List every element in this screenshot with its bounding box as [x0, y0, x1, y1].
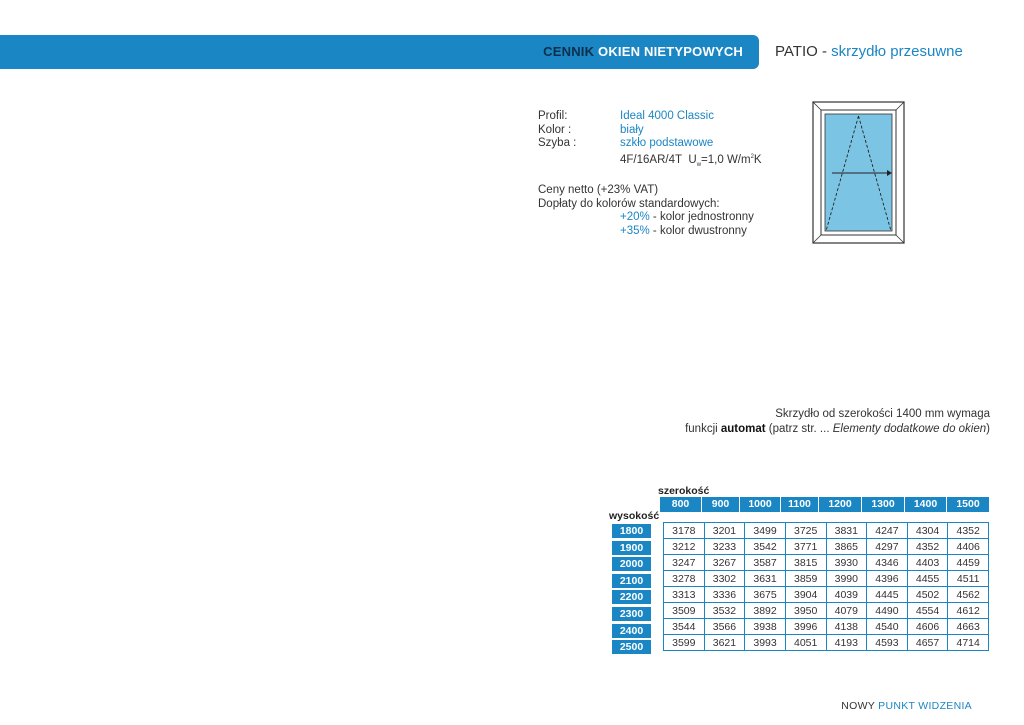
price-cell: 4352 — [948, 523, 989, 539]
width-header-cell: 1000 — [740, 497, 781, 512]
surcharge-two — [538, 225, 762, 239]
price-table — [663, 522, 989, 651]
price-cell: 4304 — [907, 523, 948, 539]
price-cell: 4490 — [867, 603, 908, 619]
table-row — [664, 539, 989, 555]
spec-label: Profil: — [538, 110, 568, 122]
price-cell: 4562 — [948, 587, 989, 603]
u-unit: K — [753, 153, 762, 166]
price-cell: 4403 — [907, 555, 948, 571]
width-header-cell: 1400 — [905, 497, 947, 512]
height-header-cell: 2300 — [612, 607, 651, 621]
price-cell: 3771 — [785, 539, 826, 555]
width-header-cell: 1200 — [819, 497, 862, 512]
price-cell: 3566 — [704, 619, 745, 635]
surcharges-label: Dopłaty do kolorów standardowych: — [538, 197, 720, 210]
spec-label: Szyba : — [538, 137, 577, 149]
note-italic: Elementy dodatkowe do okien — [832, 423, 987, 435]
width-header-cell: 800 — [660, 497, 702, 512]
price-cell: 3930 — [826, 555, 867, 571]
spec-value: Ideal 4000 Classic — [620, 110, 714, 122]
price-cell: 3599 — [664, 635, 705, 651]
price-cell: 4138 — [826, 619, 867, 635]
price-cell: 3950 — [785, 603, 826, 619]
price-cell: 3267 — [704, 555, 745, 571]
price-cell: 4079 — [826, 603, 867, 619]
price-cell: 3587 — [745, 555, 786, 571]
price-cell: 3212 — [664, 539, 705, 555]
page-title — [543, 44, 743, 59]
height-axis-label: wysokość — [609, 510, 660, 522]
price-cell: 4663 — [948, 619, 989, 635]
price-cell: 4445 — [867, 587, 908, 603]
table-row — [664, 635, 989, 651]
price-cell: 4455 — [907, 571, 948, 587]
price-cell: 3336 — [704, 587, 745, 603]
automat-note — [685, 407, 990, 437]
spec-szyba — [538, 137, 762, 151]
price-cell: 4396 — [867, 571, 908, 587]
price-cell: 3313 — [664, 587, 705, 603]
note-line-1: Skrzydło od szerokości 1400 mm wymaga — [775, 408, 990, 420]
price-cell: 4554 — [907, 603, 948, 619]
spec-label: Kolor : — [538, 123, 572, 136]
price-cell: 3201 — [704, 523, 745, 539]
price-cell: 4657 — [907, 635, 948, 651]
price-cell: 4593 — [867, 635, 908, 651]
price-cell: 3278 — [664, 571, 705, 587]
price-cell: 4612 — [948, 603, 989, 619]
note-mid: (patrz str. ... — [765, 423, 833, 435]
width-header-cell: 1300 — [862, 497, 905, 512]
price-cell: 3865 — [826, 539, 867, 555]
price-cell: 3996 — [785, 619, 826, 635]
header-banner — [0, 35, 759, 69]
note-bold: automat — [720, 423, 766, 435]
table-row — [664, 603, 989, 619]
price-cell: 3544 — [664, 619, 705, 635]
surcharge-pct: +20% — [620, 211, 650, 224]
table-row — [664, 571, 989, 587]
surcharge-text: - kolor jednostronny — [649, 211, 754, 224]
table-row — [664, 619, 989, 635]
price-cell: 4606 — [907, 619, 948, 635]
price-cell: 3621 — [704, 635, 745, 651]
price-cell: 3892 — [745, 603, 786, 619]
u-sub: w — [696, 161, 702, 168]
subtitle-accent: skrzydło przesuwne — [831, 43, 963, 60]
table-row — [664, 523, 989, 539]
price-cell: 3990 — [826, 571, 867, 587]
subtitle-main: PATIO — [775, 43, 818, 60]
price-cell: 3675 — [745, 587, 786, 603]
price-cell: 3302 — [704, 571, 745, 587]
width-axis-label: szerokość — [658, 485, 710, 497]
price-cell: 4346 — [867, 555, 908, 571]
price-cell: 3247 — [664, 555, 705, 571]
note-line-2 — [685, 422, 990, 437]
note-pre: funkcji — [685, 423, 721, 435]
price-cell: 4511 — [948, 571, 989, 587]
price-cell: 3532 — [704, 603, 745, 619]
note-post: ) — [986, 423, 990, 435]
height-header-cell: 1900 — [612, 541, 651, 555]
subtitle-sep: - — [817, 43, 832, 60]
title-light: OKIEN NIETYPOWYCH — [598, 44, 743, 59]
price-cell: 4352 — [907, 539, 948, 555]
height-header-cell: 2400 — [612, 624, 651, 638]
net-prices-note: Ceny netto (+23% VAT) — [538, 184, 659, 197]
title-dark: CENNIK — [543, 44, 595, 59]
price-cell: 3542 — [745, 539, 786, 555]
page-subtitle — [775, 43, 963, 60]
footer-part-2: PUNKT WIDZENIA — [878, 700, 972, 712]
footer-tagline — [841, 700, 972, 712]
price-cell: 4714 — [948, 635, 989, 651]
price-cell: 3233 — [704, 539, 745, 555]
u-sup: 2 — [750, 153, 754, 160]
price-cell: 4051 — [785, 635, 826, 651]
surcharge-text: - kolor dwustronny — [649, 224, 747, 237]
price-cell: 3178 — [664, 523, 705, 539]
u-symbol: U — [688, 153, 697, 166]
spec-kolor — [538, 124, 762, 138]
price-cell: 4247 — [867, 523, 908, 539]
price-cell: 3938 — [745, 619, 786, 635]
price-cell: 3859 — [785, 571, 826, 587]
glass-spec: 4F/16AR/4T — [620, 153, 682, 166]
glass-spec-line — [538, 151, 762, 173]
price-cell: 3499 — [745, 523, 786, 539]
price-cell: 4297 — [867, 539, 908, 555]
width-header-cell: 1500 — [947, 497, 989, 512]
height-header-cell: 2000 — [612, 557, 651, 571]
price-cell: 4459 — [948, 555, 989, 571]
price-cell: 4406 — [948, 539, 989, 555]
width-header-cell: 900 — [702, 497, 740, 512]
height-header-cell: 1800 — [612, 524, 651, 538]
height-header-cell: 2200 — [612, 590, 651, 604]
price-cell: 3725 — [785, 523, 826, 539]
height-header-cell: 2500 — [612, 640, 651, 654]
surcharge-one — [538, 211, 762, 225]
price-cell: 3509 — [664, 603, 705, 619]
spec-value: biały — [620, 123, 644, 136]
specs-block — [538, 110, 762, 238]
price-cell: 3831 — [826, 523, 867, 539]
price-cell: 3993 — [745, 635, 786, 651]
price-cell: 4193 — [826, 635, 867, 651]
price-cell: 4540 — [867, 619, 908, 635]
price-cell: 3904 — [785, 587, 826, 603]
footer-part-1: NOWY — [841, 700, 879, 712]
spec-value: szkło podstawowe — [620, 137, 714, 149]
sliding-window-drawing — [812, 101, 906, 245]
price-cell: 3815 — [785, 555, 826, 571]
surcharge-pct: +35% — [620, 224, 650, 237]
width-header-cell: 1100 — [781, 497, 819, 512]
table-row — [664, 555, 989, 571]
height-header-cell: 2100 — [612, 574, 651, 588]
spec-profil — [538, 110, 762, 124]
price-cell: 4039 — [826, 587, 867, 603]
price-cell: 3631 — [745, 571, 786, 587]
table-row — [664, 587, 989, 603]
price-cell: 4502 — [907, 587, 948, 603]
u-value: =1,0 W/m — [701, 153, 751, 166]
